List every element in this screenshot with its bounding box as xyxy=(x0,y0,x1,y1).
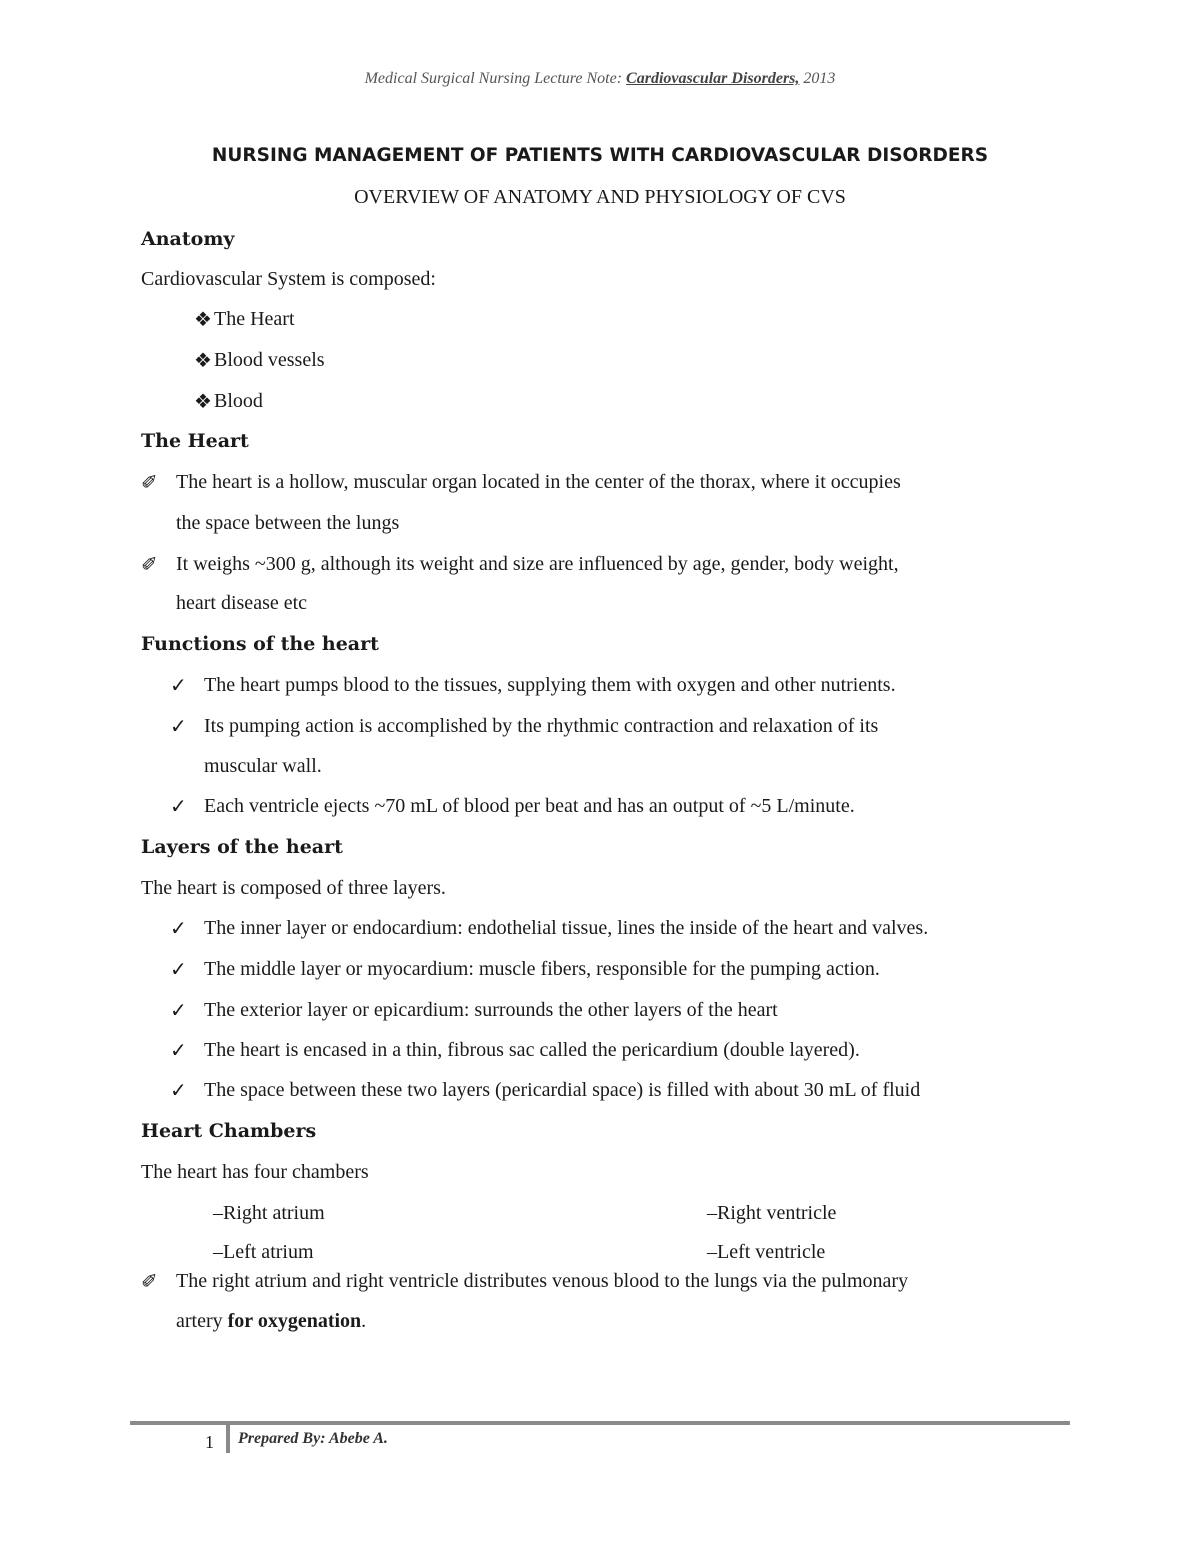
function-item: The heart pumps blood to the tissues, supplying them with oxygen and other nutrients. xyxy=(204,674,896,696)
check-bullet-icon: ✓ xyxy=(170,957,187,981)
running-header xyxy=(0,70,1200,88)
layer-item: The inner layer or endocardium: endothelial tissue, lines the inside of the heart and valves. xyxy=(204,917,929,939)
pointer-bullet-icon: ✐ xyxy=(141,470,158,494)
layers-heading: Layers of the heart xyxy=(141,836,343,858)
anatomy-intro: Cardiovascular System is composed: xyxy=(141,268,436,290)
chamber-left-atrium: –Left atrium xyxy=(213,1241,314,1263)
chamber-right-atrium: –Right atrium xyxy=(213,1202,325,1224)
heart-paragraph-line: The heart is a hollow, muscular organ located in the center of the thorax, where it occupies xyxy=(176,471,901,493)
check-bullet-icon: ✓ xyxy=(170,794,187,818)
check-bullet-icon: ✓ xyxy=(170,916,187,940)
anatomy-item: Blood xyxy=(214,390,263,412)
document-subtitle: OVERVIEW OF ANATOMY AND PHYSIOLOGY OF CVS xyxy=(354,186,846,208)
chambers-note-line xyxy=(176,1309,366,1333)
footer-rule xyxy=(130,1421,1070,1425)
chambers-note-bold: for oxygenation xyxy=(227,1310,362,1332)
chambers-intro: The heart has four chambers xyxy=(141,1161,369,1183)
function-item: Each ventricle ejects ~70 mL of blood per beat and has an output of ~5 L/minute. xyxy=(204,795,855,817)
header-prefix: Medical Surgical Nursing Lecture Note: xyxy=(364,70,627,87)
diamond-bullet-icon: ❖ xyxy=(194,307,212,331)
pointer-bullet-icon: ✐ xyxy=(141,1269,158,1293)
layer-item: The exterior layer or epicardium: surrounds the other layers of the heart xyxy=(204,999,778,1021)
diamond-bullet-icon: ❖ xyxy=(194,389,212,413)
check-bullet-icon: ✓ xyxy=(170,673,187,697)
diamond-bullet-icon: ❖ xyxy=(194,348,212,372)
footer-separator xyxy=(226,1425,230,1453)
function-item-continued: muscular wall. xyxy=(204,755,322,777)
pointer-bullet-icon: ✐ xyxy=(141,552,158,576)
footer-credit: Prepared By: Abebe A. xyxy=(238,1430,388,1447)
anatomy-item: Blood vessels xyxy=(214,349,325,371)
layer-item: The middle layer or myocardium: muscle fibers, responsible for the pumping action. xyxy=(204,958,880,980)
heart-paragraph-line: heart disease etc xyxy=(176,592,308,614)
page-number: 1 xyxy=(205,1432,214,1452)
chambers-heading: Heart Chambers xyxy=(141,1120,317,1142)
function-item: Its pumping action is accomplished by the rhythmic contraction and relaxation of its xyxy=(204,715,879,737)
anatomy-item: The Heart xyxy=(214,308,295,330)
heart-heading: The Heart xyxy=(141,430,249,452)
header-topic: Cardiovascular Disorders, xyxy=(626,70,800,87)
chamber-left-ventricle: –Left ventricle xyxy=(707,1241,826,1263)
check-bullet-icon: ✓ xyxy=(170,998,187,1022)
heart-paragraph-line: It weighs ~300 g, although its weight and size are influenced by age, gender, body weight, xyxy=(176,553,899,575)
functions-heading: Functions of the heart xyxy=(141,633,379,655)
layers-intro: The heart is composed of three layers. xyxy=(141,877,446,899)
layer-item: The space between these two layers (pericardial space) is filled with about 30 mL of fluid xyxy=(204,1079,921,1101)
check-bullet-icon: ✓ xyxy=(170,714,187,738)
chambers-note-line: The right atrium and right ventricle distributes venous blood to the lungs via the pulmonary xyxy=(176,1270,909,1292)
heart-paragraph-line: the space between the lungs xyxy=(176,512,400,534)
chambers-note-post: . xyxy=(361,1310,367,1332)
chamber-right-ventricle: –Right ventricle xyxy=(707,1202,837,1224)
chambers-note-pre: artery xyxy=(176,1310,228,1332)
document-title: NURSING MANAGEMENT OF PATIENTS WITH CARDIOVASCULAR DISORDERS xyxy=(211,145,989,166)
check-bullet-icon: ✓ xyxy=(170,1078,187,1102)
layer-item: The heart is encased in a thin, fibrous sac called the pericardium (double layered). xyxy=(204,1039,860,1061)
anatomy-heading: Anatomy xyxy=(141,228,235,250)
header-year: 2013 xyxy=(799,70,836,87)
check-bullet-icon: ✓ xyxy=(170,1038,187,1062)
